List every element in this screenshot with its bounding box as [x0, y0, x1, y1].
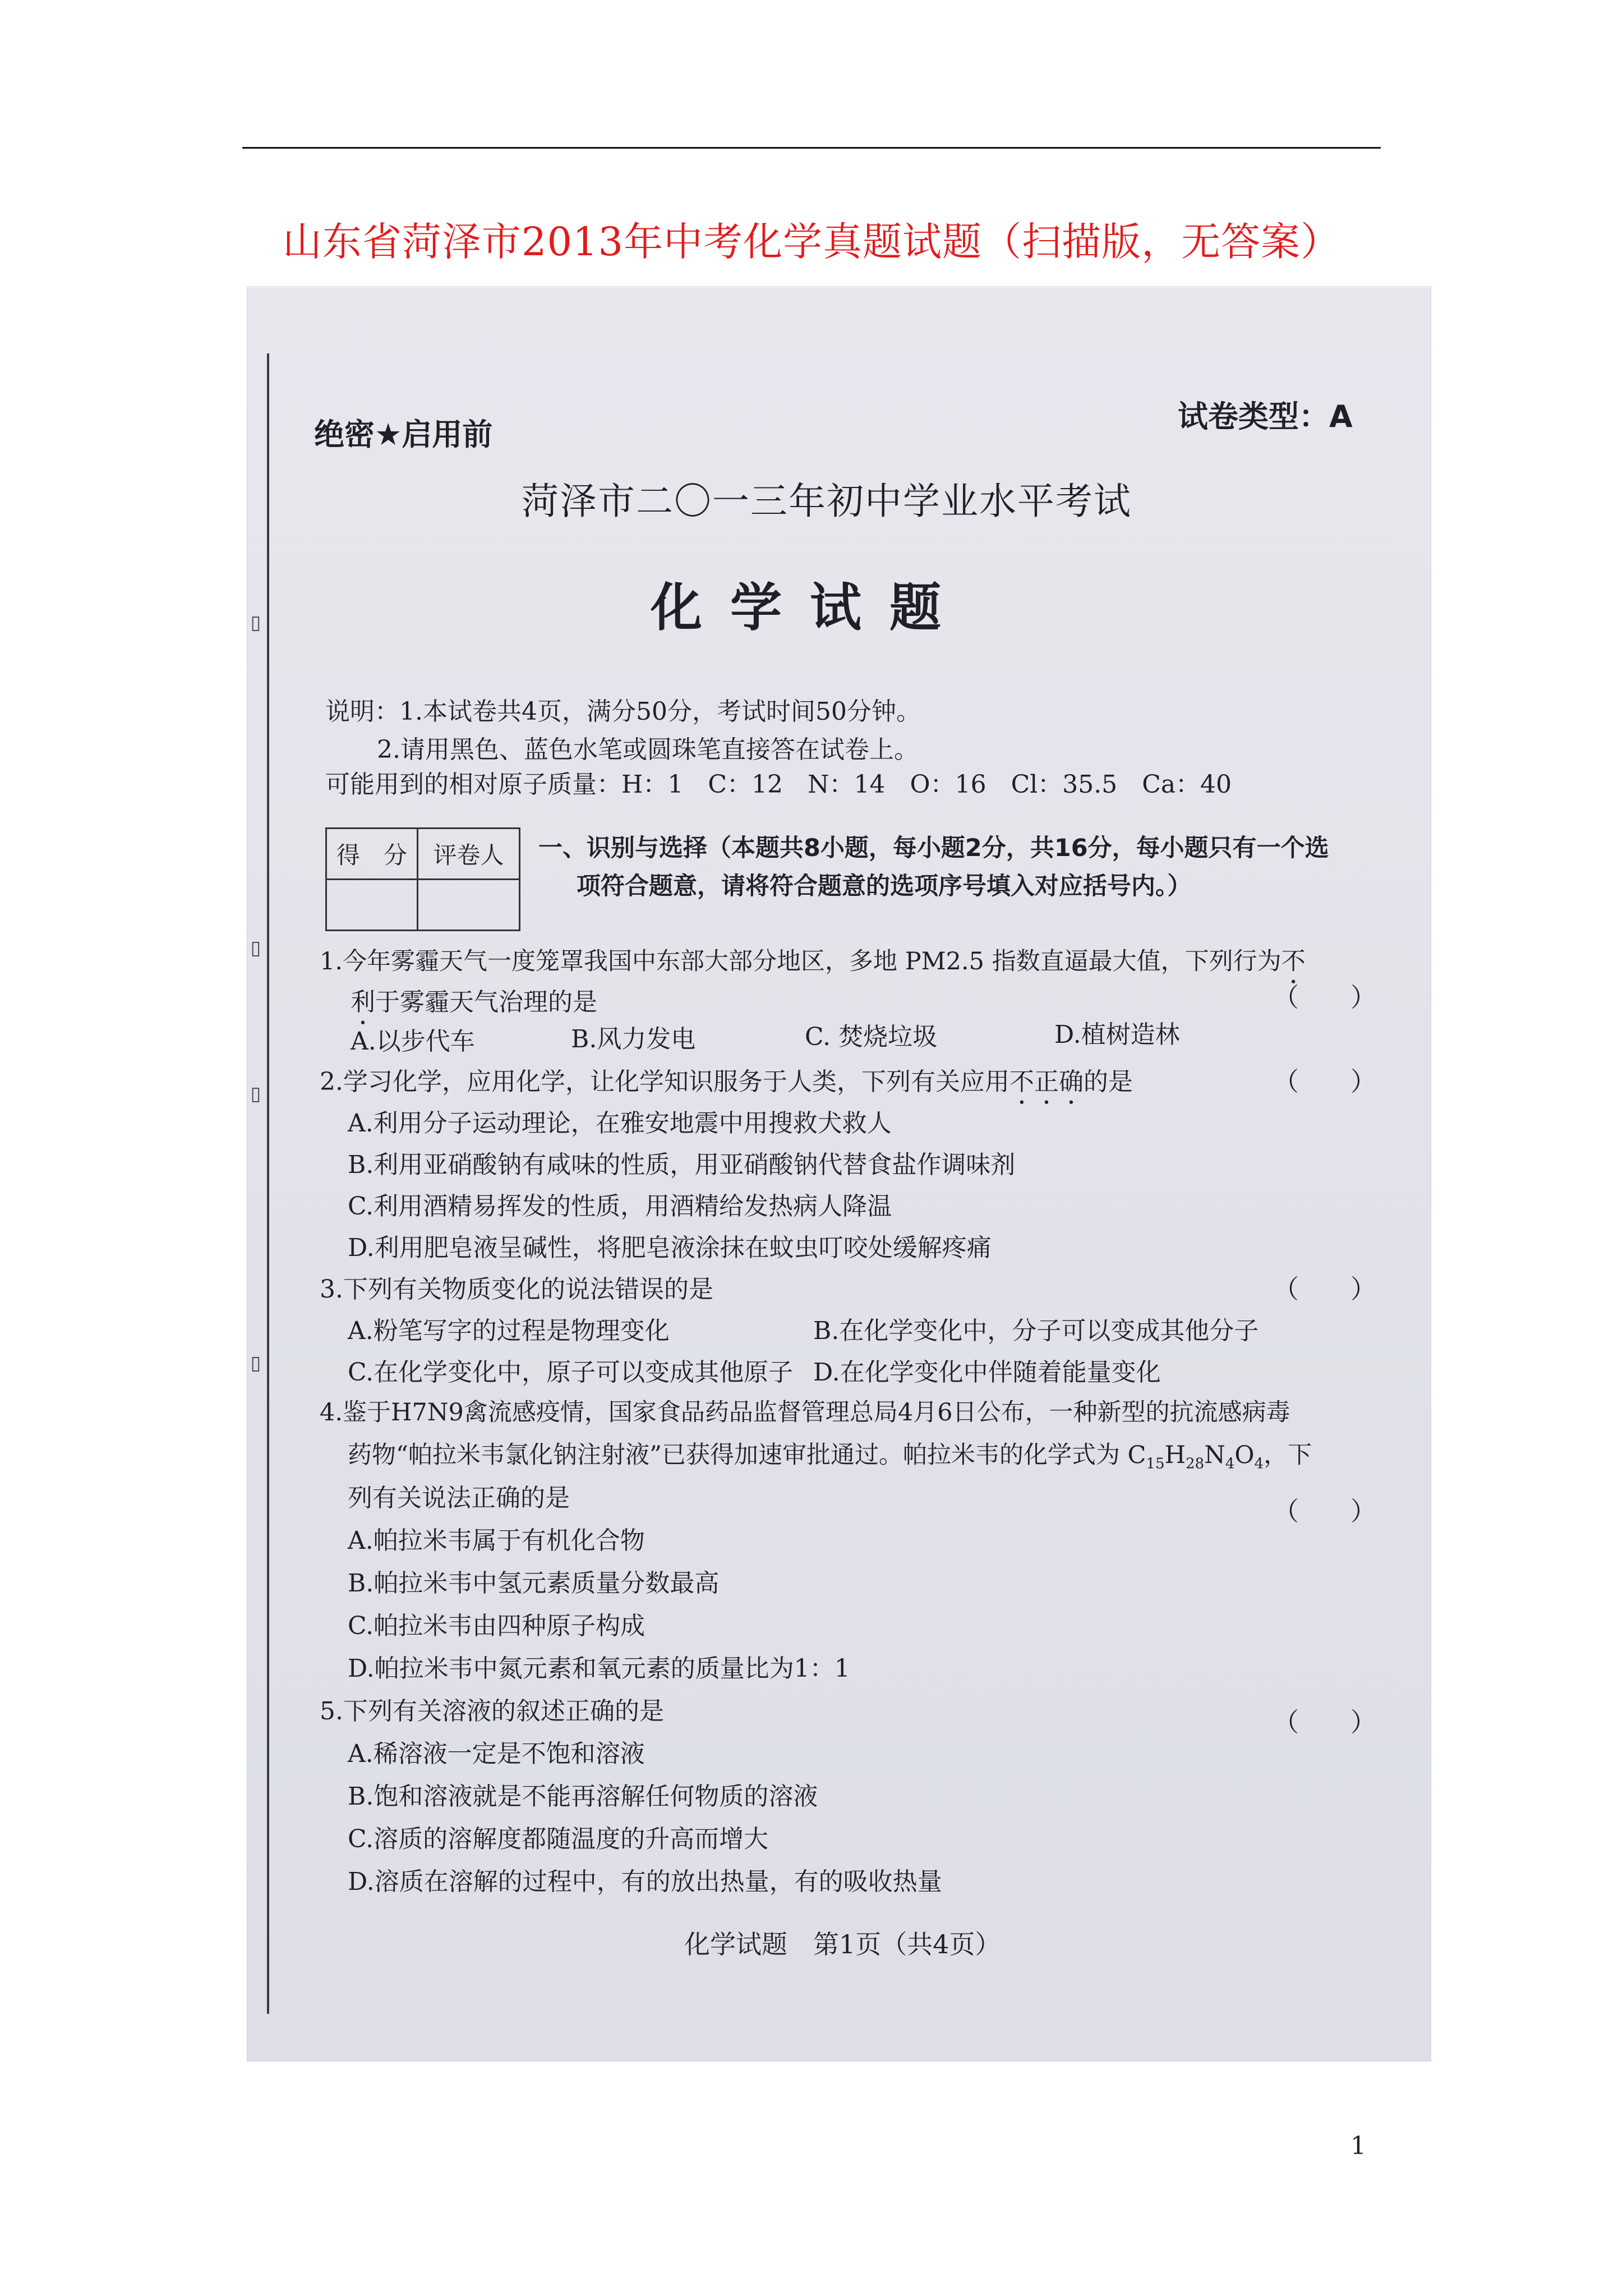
q1-stem-text: 1.今年雾霾天气一度笼罩我国中东部大部分地区，多地 PM2.5 指数直逼最大值，下列行为 — [320, 947, 1281, 976]
q2-option-a: A.利用分子运动理论，在雅安地震中用搜救犬救人 — [348, 1109, 892, 1138]
binding-margin-mark: ▯ — [250, 1352, 261, 1374]
q3-stem: 3.下列有关物质变化的说法错误的是 — [320, 1275, 713, 1304]
q4-option-a: A.帕拉米韦属于有机化合物 — [348, 1526, 645, 1555]
scanned-exam-page — [247, 286, 1431, 2062]
secret-label: 绝密★启用前 — [314, 417, 493, 452]
formula-c-sub: 15 — [1146, 1455, 1165, 1473]
q4-answer-blank[interactable]: （ ） — [1273, 1496, 1376, 1526]
q5-answer-blank[interactable]: （ ） — [1273, 1707, 1376, 1737]
q1-option-b: B.风力发电 — [571, 1025, 696, 1053]
score-table — [325, 827, 520, 931]
q4-option-d: D.帕拉米韦中氮元素和氧元素的质量比为1：1 — [348, 1654, 850, 1683]
q5-option-b: B.饱和溶液就是不能再溶解任何物质的溶液 — [348, 1782, 818, 1811]
section-1-heading: 一、识别与选择（本题共8小题，每小题2分，共16分，每小题只有一个选 — [538, 834, 1329, 862]
q1-answer-blank[interactable]: （ ） — [1273, 982, 1376, 1013]
binding-margin-line — [267, 353, 269, 2014]
q3-option-d: D.在化学变化中伴随着能量变化 — [813, 1358, 1161, 1387]
q3-option-a: A.粉笔写字的过程是物理变化 — [348, 1317, 670, 1345]
score-header: 得 分 — [326, 829, 418, 880]
formula-n-sub: 4 — [1225, 1455, 1235, 1473]
q4-stem-text: 药物“帕拉米韦氯化钠注射液”已获得加速审批通过。帕拉米韦的化学式为 — [348, 1441, 1120, 1469]
q4-stem-tail: ，下 — [1264, 1441, 1312, 1469]
q1-stem-text-2: 于雾霾天气治理的是 — [375, 988, 597, 1016]
document-title: 山东省菏泽市2013年中考化学真题试题（扫描版，无答案） — [282, 219, 1341, 265]
atomic-masses: 可能用到的相对原子质量：H：1 C：12 N：14 O：16 Cl：35.5 Ca：40 — [325, 770, 1232, 799]
q2-option-b: B.利用亚硝酸钠有咸味的性质，用亚硝酸钠代替食盐作调味剂 — [348, 1151, 1016, 1179]
q2-option-c: C.利用酒精易挥发的性质，用酒精给发热病人降温 — [348, 1192, 892, 1221]
grader-header: 评卷人 — [418, 829, 520, 880]
formula-o-sub: 4 — [1254, 1455, 1264, 1473]
grader-cell[interactable] — [418, 880, 520, 931]
binding-margin-mark: ▯ — [250, 1083, 261, 1105]
q4-stem-line1: 4.鉴于H7N9禽流感疫情，国家食品药品监督管理总局4月6日公布，一种新型的抗流感病毒 — [320, 1398, 1290, 1427]
q1-option-d: D.植树造林 — [1054, 1020, 1180, 1049]
q1-option-a: A.以步代车 — [351, 1027, 475, 1056]
q5-option-d: D.溶质在溶解的过程中，有的放出热量，有的吸收热量 — [348, 1867, 942, 1896]
q5-option-a: A.稀溶液一定是不饱和溶液 — [348, 1740, 645, 1768]
q4-option-c: C.帕拉米韦由四种原子构成 — [348, 1612, 645, 1640]
exam-title: 菏泽市二〇一三年初中学业水平考试 — [522, 480, 1132, 523]
q2-option-d: D.利用肥皂液呈碱性，将肥皂液涂抹在蚊虫叮咬处缓解疼痛 — [348, 1234, 992, 1262]
q3-option-b: B.在化学变化中，分子可以变成其他分子 — [813, 1317, 1259, 1345]
q4-stem-line3: 列有关说法正确的是 — [348, 1484, 570, 1512]
score-cell[interactable] — [326, 880, 418, 931]
header-rule — [242, 147, 1381, 149]
binding-margin-mark: ▯ — [250, 611, 261, 634]
q4-formula — [1127, 1441, 1264, 1473]
fold-line — [247, 286, 1431, 288]
q5-stem: 5.下列有关溶液的叙述正确的是 — [320, 1697, 664, 1726]
exam-page-footer: 化学试题 第1页（共4页） — [684, 1929, 1001, 1959]
subject-title: 化学试题 — [651, 578, 970, 638]
note-2: 2.请用黑色、蓝色水笔或圆珠笔直接答在试卷上。 — [377, 735, 919, 764]
q5-option-c: C.溶质的溶解度都随温度的升高而增大 — [348, 1825, 769, 1853]
q2-stem-tail: 的是 — [1083, 1068, 1133, 1096]
note-1: 说明：1.本试卷共4页，满分50分，考试时间50分钟。 — [325, 697, 921, 726]
formula-c: C — [1127, 1441, 1146, 1469]
section-1-instructions: 项符合题意，请将符合题意的选项序号填入对应括号内。） — [577, 872, 1192, 900]
q4-stem-line2 — [348, 1436, 1312, 1473]
paper-type: 试卷类型：A — [1178, 399, 1353, 434]
formula-h: H — [1164, 1441, 1186, 1469]
formula-n: N — [1204, 1441, 1225, 1469]
q3-answer-blank[interactable]: （ ） — [1273, 1274, 1376, 1304]
q2-stem-text: 2.学习化学，应用化学，让化学知识服务于人类，下列有关应用 — [320, 1068, 1009, 1096]
formula-h-sub: 28 — [1186, 1455, 1205, 1473]
q3-option-c: C.在化学变化中，原子可以变成其他原子 — [348, 1358, 794, 1387]
q1-emphasis-2: 利 — [351, 988, 375, 1016]
q2-emphasis: 不正确 — [1009, 1068, 1083, 1096]
q4-option-b: B.帕拉米韦中氢元素质量分数最高 — [348, 1569, 720, 1598]
page-number: 1 — [1350, 2132, 1366, 2160]
binding-margin-mark: ▯ — [250, 937, 261, 959]
formula-o: O — [1234, 1441, 1255, 1469]
q1-option-c: C. 焚烧垃圾 — [805, 1023, 938, 1051]
q2-answer-blank[interactable]: （ ） — [1273, 1066, 1376, 1097]
q1-emphasis: 不 — [1281, 947, 1306, 976]
